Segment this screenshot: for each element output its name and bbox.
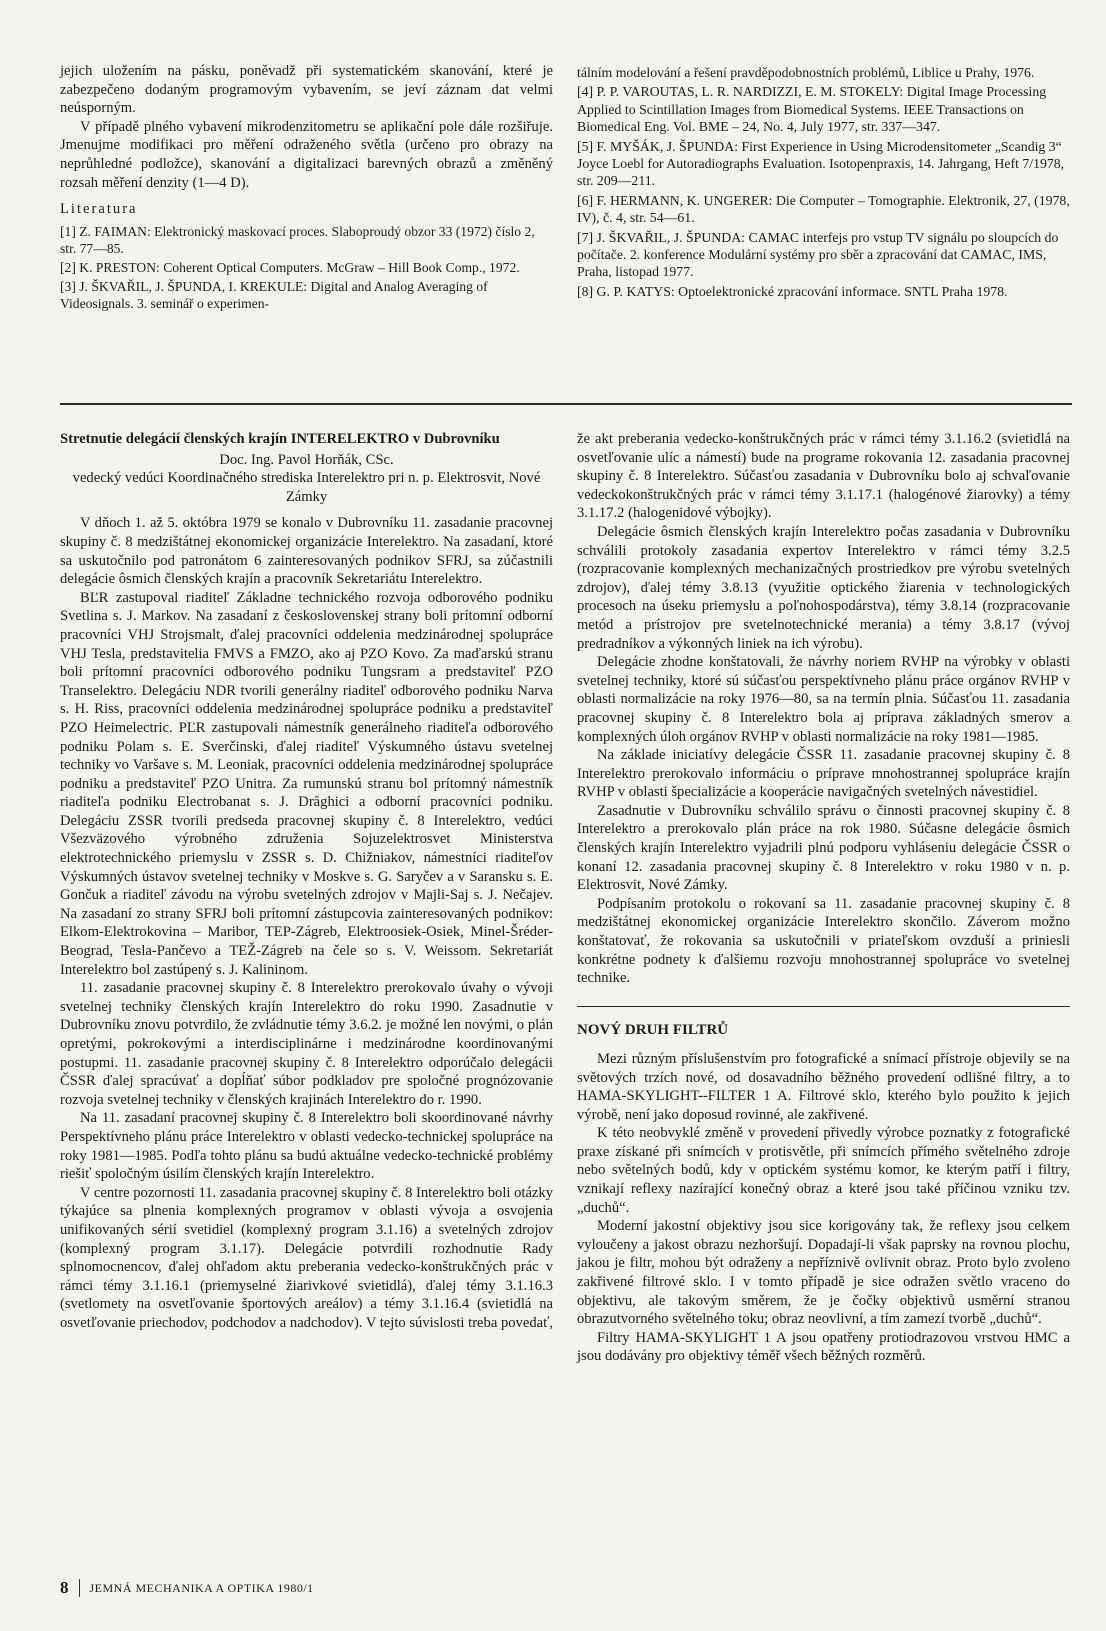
article-author: Doc. Ing. Pavol Horňák, CSc. — [219, 451, 394, 468]
body-paragraph: K této neobvyklé změně v provedení přivedly výrobce poznatky z fotografické praxe získané při snímcích v protisvětle, při snímcích přímého světelného zdroje nebo světelných bodů, kdy v optickém systému komor, ke kterým patří i filtry, vznikají reflexy nazírající konečný obraz a které jsou také příčinou vzniku tzv. „duchů“. — [577, 1125, 1070, 1216]
body-paragraph: Delegácie ôsmich členských krajín Interelektro počas zasadania v Dubrovníku schválili protokoly zasadania expertov Interelektro v rámci témy 3.2.5 (rozpracovanie komplexných mechanizačných prostriedkov pre výrobu svetelných zdrojov), ďalej témy 3.8.13 (využitie optického žiarenia v technologických procesoch na úseku priemyslu a poľnohospodárstva), témy 3.8.14 (rozpracovanie metód a prístrojov pre svetelnotechnické merania) a témy 3.8.17 (vývoj predradníkov a výkonných liniek na ich výrobu). — [577, 523, 1070, 652]
body-paragraph: Filtry HAMA-SKYLIGHT 1 A jsou opatřeny protiodrazovou vrstvou HMC a jsou dodávány pro objektivy téměř všech běžných rozměrů. — [577, 1329, 1070, 1365]
body-paragraph: Na základe iniciatívy delegácie ČSSR 11. zasadanie pracovnej skupiny č. 8 Interelektro prerokovalo informáciu o príprave mnohostrannej spolupráce krajín RVHP v oblasti špecializácie a kooperácie navigačných svetelných návestidiel. — [577, 747, 1070, 801]
bottom-right-column — [577, 430, 1070, 1366]
body-paragraph: 11. zasadanie pracovnej skupiny č. 8 Interelektro prerokovalo úvahy o vývoji svetelnej techniky členských krajín Interelektro do roku 1990. Zasadnutie v Dubrovníku znovu potvrdilo, že zvládnutie témy 3.6.2. je možné len novými, o plán opretými, pokrokovými a interdisciplinárne i medzinárodne koordinovanými postupmi. 11. zasadanie pracovnej skupiny č. 8 Interelektro odporúčalo delegácii ČSSR ďalej spracúvať a dopĺňať súbor podkladov pre spoločné prognózovanie rozvoja svetelnej techniky v členských krajinách Interelektro do r. 1990. — [60, 980, 553, 1108]
section-title: NOVÝ DRUH FILTRŮ — [577, 1022, 729, 1039]
journal-name: JEMNÁ MECHANIKA A OPTIKA 1980/1 — [89, 1580, 314, 1595]
body-paragraph: Na 11. zasadaní pracovnej skupiny č. 8 Interelektro boli skoordinované návrhy Perspektívneho plánu práce Interelektro v oblasti vedecko-technickej spolupráce na roky 1981—1985. Podľa tohto plánu sa budú aktuálne vedecko-technické problémy riešiť spoločným úsilím členských krajín Interelektro. — [60, 1110, 553, 1183]
body-paragraph: V případě plného vybavení mikrodenzitometru se aplikační pole dále rozšiřuje. Jmenujme modifikaci pro měření odraženého světla (určeno pro obrazy na neprůhledné podložce), skanování a digitalizaci barevných obrazů a změněný rozsah měření denzity (1—4 D). — [60, 118, 553, 191]
reference-item: [4] P. P. VAROUTAS, L. R. NARDIZZI, E. M. STOKELY: Digital Image Processing Applied to Scintillation Images from Biomedical Systems. IEEE Transactions on Biomedical Eng. Vol. BME – 24, No. 4, July 1977, str. 337—347. — [577, 84, 1047, 135]
top-right-column — [577, 62, 1070, 302]
reference-item: tálním modelování a řešení pravděpodobnostních problémů, Liblice u Prahy, 1976. — [577, 65, 1035, 80]
literature-heading: Literatura — [60, 201, 138, 218]
body-paragraph: že akt preberania vedecko-konštrukčných prác v rámci témy 3.1.16.2 (svietidlá na osvetľovanie ulíc a námestí) bude na programe rokovania 12. zasadania pracovnej skupiny č. 8 Interelektro. Súčasťou zasadania v Dubrovníku bolo aj schvaľovanie vedeckokonštrukčných prác v rámci témy 3.1.17.1 (halogénové žiarovky) a témy 3.1.17.2 (halogenidové výbojky). — [577, 431, 1070, 522]
body-paragraph: Zasadnutie v Dubrovníku schválilo správu o činnosti pracovnej skupiny č. 8 Interelektro a prerokovalo plán práce na rok 1980. Súčasne delegácie ôsmich členských krajín Interelektro vyjadrili plnú podporu vyhláseniu delegácie ČSSR o konaní 12. zasadania pracovnej skupiny č. 8 Interelektro v roku 1980 v n. p. Elektrosvit, Nové Zámky. — [577, 802, 1070, 894]
article-affiliation: vedecký vedúci Koordinačného strediska Interelektro pri n. p. Elektrosvit, Nové Zámky — [72, 470, 541, 505]
article-title: Stretnutie delegácií členských krajín INTERELEKTRO v Dubrovníku — [60, 431, 500, 447]
horizontal-rule — [60, 403, 1072, 405]
body-paragraph: BĽR zastupoval riaditeľ Základne technického rozvoja odborového podniku Svetlina s. J. Markov. Na zasadaní z československej strany boli prítomní odborní pracovníci VHJ Strojsmalt, ďalej pracovníci oddelenia medzinárodnej spolupráce VHJ Tesla, predstavitelia FMVS a FMZO, ako aj PZO Kovo. Za maďarskú stranu boli prítomní pracovníci odborového podniku Tungsram a predstaviteľ PZO Transelektro. Delegáciu NDR tvorili generálny riaditeľ odborového podniku Narva s. H. Riss, pracovníci oddelenia medzinárodnej spolupráce podniku a predstaviteľ PZO Heimelectric. PĽR zastupovali námestník generálneho riaditeľa odborového podniku Polam s. E. Sverčinski, ďalej riaditeľ Výskumného ústavu svetelnej techniky vo Varšave s. M. Leoniak, pracovníci oddelenia medzinárodnej spolupráce podniku a predstaviteľ PZO Unitra. Za rumunskú stranu bol prítomný námestník riaditeľa podniku Electrobanat s. J. Drăghici a odborní pracovníci podniku. Delegáciu ZSSR tvorili predseda pracovnej skupiny č. 8 Interelektro, vedúci Všezväzového výrobného združenia Sojuzelektrosvet Ministerstva elektrotechnického priemyslu v ZSSR s. D. Chižniakov, námestníci riaditeľov Výskumných ústavov svetelnej techniky v Moskve s. G. Saryčev a v Saransku s. E. Gončuk a riaditeľ závodu na výrobu svetelných zdrojov v Majli-Saj s. J. Nečajev. Na zasadaní zo strany SFRJ boli prítomní zástupcovia zainteresovaných podnikov: Elkom-Elektrokovina – Maribor, TEP-Zágreb, Elektroosiek-Osiek, Minel-Šréder-Beograd, Tesla-Pančevo a TEŽ-Zágreb na čele so s. V. Weissom. Sekretariát Interelektro bol zastúpený s. J. Kalininom. — [60, 589, 553, 978]
reference-item: [6] F. HERMANN, K. UNGERER: Die Computer – Tomographie. Elektronik, 27, (1978, IV), č. 4, str. 54—61. — [577, 192, 1070, 226]
bottom-left-column — [60, 430, 553, 1333]
reference-item: [3] J. ŠKVAŘIL, J. ŠPUNDA, I. KREKULE: Digital and Analog Averaging of Videosignals. 3. seminář o experimen- — [60, 278, 488, 311]
body-paragraph: Delegácie zhodne konštatovali, že návrhy noriem RVHP na výrobky v oblasti svetelnej techniky, ktoré sú súčasťou perspektívneho plánu práce orgánov RVHP v oblasti normalizácie na roky 1976—80, sa na termín plnia. Súčasťou 11. zasadania pracovnej skupiny č. 8 Interelektro bola aj príprava základných smerov a komplexných úloh orgánov RVHP v oblasti normalizácie na roky 1981—1985. — [577, 654, 1070, 745]
body-paragraph: Podpísaním protokolu o rokovaní sa 11. zasadanie pracovnej skupiny č. 8 medzištátnej ekonomickej organizácie Interelektro skončilo. Záverom možno konštatovať, že rokovania sa uskutočnili v priateľskom ovzduší a priniesli konkrétne podnety k ďalšiemu rozvoju mnohostrannej spolupráce vo svetelnej technike. — [577, 895, 1070, 987]
page-footer — [60, 1578, 314, 1598]
body-paragraph: jejich uložením na pásku, poněvadž při systematickém skanování, které je zabezpečeno dodaným programovým vybavením, se jeví záznam dat velmi neúsporným. — [60, 63, 553, 117]
body-paragraph: V centre pozornosti 11. zasadania pracovnej skupiny č. 8 Interelektro boli otázky týkajúce sa plnenia komplexných programov v oblasti vývoja a osvojenia unifikovaných sérií svetidiel (komplexný program 3.1.16) a svetelných zdrojov (komplexný program 3.1.17). Delegácie potvrdili rozhodnutie Rady splnomocnencov, ďalej ohľadom aktu preberania vedecko-konštrukčných prác v rámci témy 3.1.16.1 (priemyselné žiarivkové svietidlá), ďalej témy 3.1.16.3 (svetlomety na osvetľovanie športových areálov) a témy 3.1.16.4 (svietidlá na osvetľovanie priechodov, podchodov a nadchodov). V tejto súvislosti treba povedať, — [60, 1184, 553, 1331]
reference-item: [8] G. P. KATYS: Optoelektronické zpracování informace. SNTL Praha 1978. — [577, 283, 1008, 299]
reference-item: [2] K. PRESTON: Coherent Optical Computers. McGraw – Hill Book Comp., 1972. — [60, 259, 520, 275]
page-number: 8 — [60, 1578, 69, 1597]
body-paragraph: Mezi různým příslušenstvím pro fotografické a snímací přístroje objevily se na světových trzích nové, od dosavadního běžného provedení odlišné filtry, a to HAMA-SKYLIGHT--FILTER 1 A. Filtrové sklo, kterého bylo použito k jejich výrobě, není jako doposud rovinné, ale zakřivené. — [577, 1050, 1070, 1123]
body-paragraph: Moderní jakostní objektivy jsou sice korigovány tak, že reflexy jsou celkem vyloučeny a jakost obrazu nezhoršují. Dopadají-li však paprsky na rovnou plochu, jakou je filtr, mohou být odraženy a nepříznivě ovlivnit obraz. Proto bylo zvoleno zakřivené filtrové sklo. I v tomto případě je sice odražen světlo vraceno do objektivu, ale takovým směrem, že je čočky objektivů usměrní stranou obrazutvorného světelného toku; obraz neovlivní, a tím zamezí tvorbě „duchů“. — [577, 1218, 1070, 1328]
top-left-column — [60, 62, 553, 314]
body-paragraph: V dňoch 1. až 5. októbra 1979 se konalo v Dubrovníku 11. zasadanie pracovnej skupiny č. 8 medzištátnej ekonomickej organizácie Interelektro. Na zasadaní, ktoré sa uskutočnilo pod patronátom 6 zainteresovaných podnikov SFRJ, sa zúčastnili delegácie ôsmich členských krajín a pracovník Sekretariátu Interelektro. — [60, 515, 553, 588]
section-divider — [577, 1006, 1070, 1008]
footer-divider — [79, 1579, 80, 1597]
reference-item: [1] Z. FAIMAN: Elektronický maskovací proces. Slaboproudý obzor 33 (1972) číslo 2, str. 77—85. — [60, 223, 535, 256]
reference-item: [7] J. ŠKVAŘIL, J. ŠPUNDA: CAMAC interfejs pro vstup TV signálu po sloupcích do počítače. 2. konference Modulární systémy pro sběr a zpracování dat CAMAC, IMS, Praha, listopad 1977. — [577, 229, 1059, 280]
reference-item: [5] F. MYŠÁK, J. ŠPUNDA: First Experience in Using Microdensitometer „Scandig 3“ Joyce Loebl for Autoradiographs Evaluation. Isotopenpraxis, 14. Jahrgang, Heft 7/1978, str. 209—211. — [577, 138, 1065, 189]
